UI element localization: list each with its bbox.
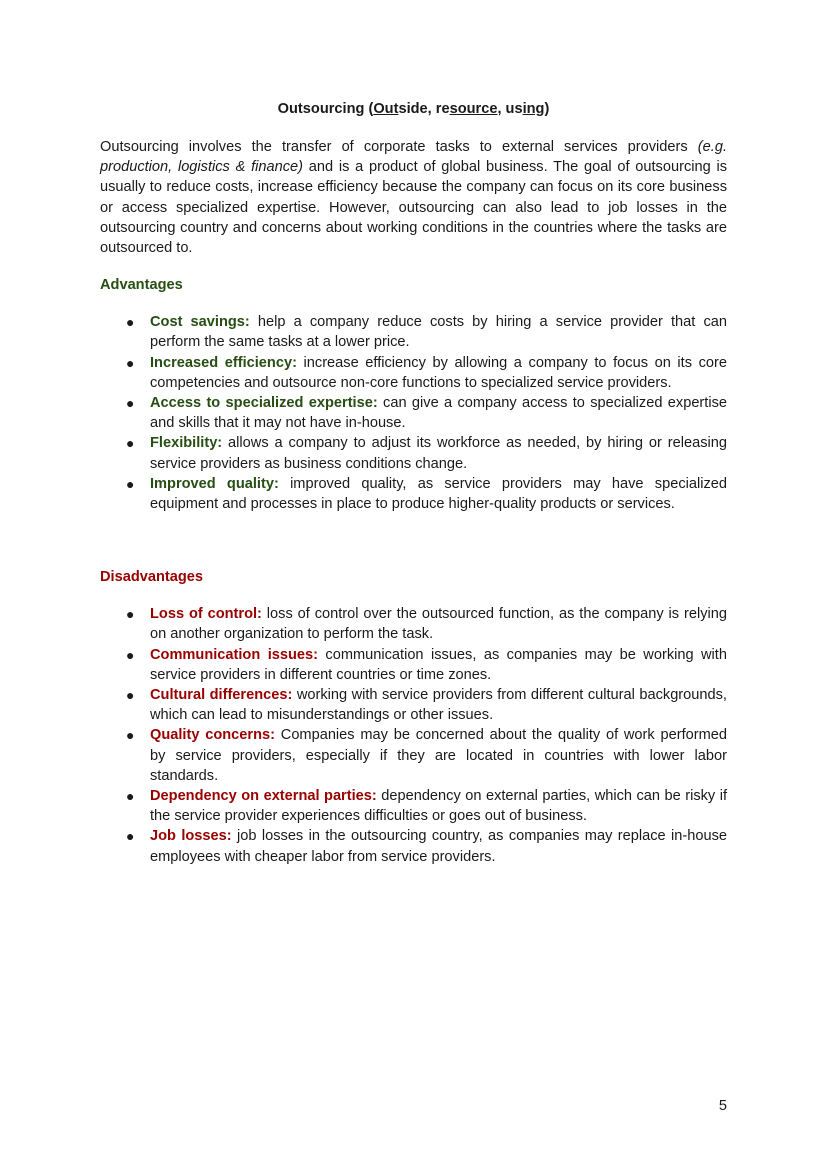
list-item [126, 433, 727, 473]
item-term: Loss of control: [150, 606, 262, 623]
item-term: Dependency on external parties: [150, 788, 377, 805]
title-underline-source: source [449, 101, 498, 117]
list-item [126, 353, 728, 393]
item-term: Cultural differences: [150, 687, 293, 704]
item-text: job losses in the outsourcing country, as companies may replace in-house employees with cheaper labor from service providers. [150, 828, 727, 865]
item-text: allows a company to adjust its workforce as needed, by hiring or releasing service providers as business conditions change. [150, 435, 727, 472]
bullet-icon: ● [126, 606, 135, 623]
list-item [126, 685, 727, 725]
intro-examples: (e.g. production, logistics & finance) [100, 139, 727, 176]
list-item [126, 645, 727, 685]
bullet-icon: ● [126, 687, 135, 704]
item-text: dependency on external parties, which can be risky if the service provider experiences difficulties or goes out of business. [150, 788, 727, 825]
bullet-icon: ● [126, 788, 135, 805]
intro-paragraph: Outsourcing involves the transfer of corporate tasks to external services providers (e.g. production, logistics & finance) and is a product of global business. The goal of outsourcing is usually to reduce costs, increase efficiency because the company can focus on its core business or access specialized expertise. However, outsourcing can also lead to job losses in the outsourcing country and concerns about working conditions in the countries where the tasks are outsourced to. [100, 139, 727, 257]
page-number: 5 [718, 1098, 727, 1114]
advantages-heading: Advantages [100, 277, 183, 294]
list-item [126, 786, 727, 826]
item-term: Access to specialized expertise: [150, 395, 378, 412]
bullet-icon: ● [126, 828, 135, 845]
list-item [126, 725, 727, 786]
disadvantages-list [100, 604, 727, 867]
bullet-icon: ● [126, 646, 135, 663]
item-term: Communication issues: [150, 646, 318, 663]
item-text: communication issues, as companies may be working with service providers in different countries or time zones. [150, 646, 727, 683]
bullet-icon: ● [126, 395, 135, 412]
item-text: working with service providers from different cultural backgrounds, which can lead to misunderstandings or other issues. [150, 687, 727, 724]
item-text: improved quality, as service providers may have specialized equipment and processes in place to produce higher-quality products or services. [150, 475, 727, 513]
bullet-icon: ● [126, 354, 135, 371]
item-term: Quality concerns: [150, 727, 275, 744]
item-text: Companies may be concerned about the quality of work performed by service providers, especially if they are located in countries with lower labor standards. [150, 727, 727, 784]
item-text: increase efficiency by allowing a company to focus on its core competencies and outsource non-core functions to specialized service providers. [150, 354, 728, 391]
item-text: help a company reduce costs by hiring a service provider that can perform the same tasks at a lower price. [150, 314, 727, 351]
list-item [126, 826, 727, 866]
item-term: Job losses: [150, 828, 232, 845]
title-underline-out: Out [373, 101, 399, 117]
page-title: Outsourcing (Outside, resource, using) [277, 101, 550, 117]
item-text: loss of control over the outsourced function, as the company is relying on another organization to perform the task. [150, 606, 727, 643]
list-item [126, 312, 727, 352]
bullet-icon: ● [126, 475, 135, 492]
item-term: Flexibility: [150, 435, 223, 452]
bullet-icon: ● [126, 435, 135, 452]
document-page [100, 96, 727, 867]
item-text: can give a company access to specialized expertise and skills that it may not have in-house. [150, 395, 727, 432]
bullet-icon: ● [126, 727, 135, 744]
bullet-icon: ● [126, 314, 135, 331]
disadvantages-heading: Disadvantages [100, 569, 204, 586]
item-term: Increased efficiency: [150, 354, 297, 371]
advantages-list [100, 312, 727, 514]
item-term: Improved quality: [150, 475, 279, 492]
title-underline-ing: ing [522, 101, 545, 117]
list-item [126, 604, 727, 644]
list-item [126, 474, 727, 514]
list-item [126, 393, 727, 433]
item-term: Cost savings: [150, 314, 250, 331]
